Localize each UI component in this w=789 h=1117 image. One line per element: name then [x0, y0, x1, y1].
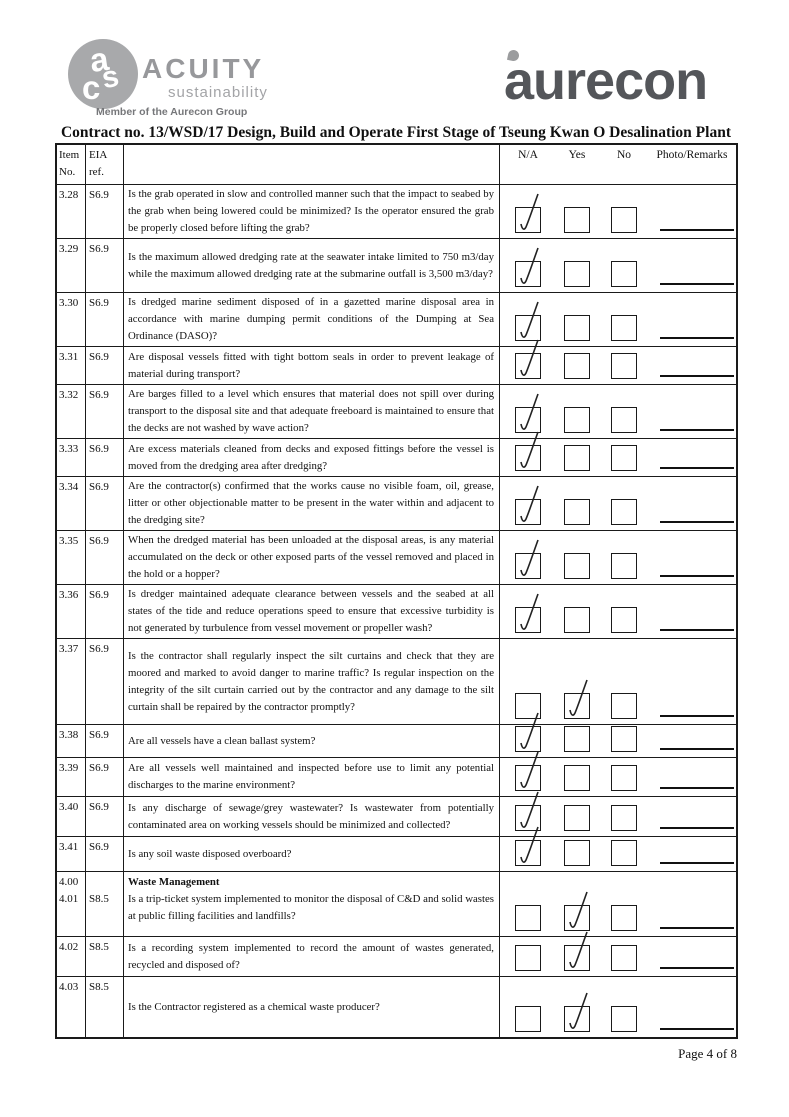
- row-item-no: [57, 293, 86, 346]
- section-title: Waste Management: [128, 876, 220, 888]
- checkbox-na[interactable]: [515, 726, 541, 752]
- table-row: [57, 872, 736, 937]
- item-no-line: 4.03: [59, 981, 79, 993]
- checkbox-no[interactable]: [611, 607, 637, 633]
- checkbox-na[interactable]: [515, 945, 541, 971]
- row-question-text: Is any discharge of sewage/grey wastewater? Is wastewater from potentially contaminated area on working vessels should be minimized and collected?: [128, 801, 494, 831]
- item-no-line: 3.29: [59, 243, 79, 255]
- checkbox-na[interactable]: [515, 765, 541, 791]
- row-eia-ref: [86, 477, 124, 530]
- row-eia-ref: [86, 837, 124, 871]
- eia-ref-line: S6.9: [89, 189, 109, 201]
- checkbox-no[interactable]: [611, 207, 637, 233]
- row-check-cell: [500, 239, 736, 292]
- acuity-monogram-icon: [68, 39, 138, 109]
- checkbox-yes[interactable]: [564, 765, 590, 791]
- monogram-letter-a: a: [87, 39, 111, 80]
- checkbox-na[interactable]: [515, 261, 541, 287]
- row-item-no: [57, 347, 86, 384]
- row-question-text: Is dredger maintained adequate clearance between vessels and the seabed at all states of the tide and reduce operations speed to ensure that excessive turbidity is not generated by turbulence from vessel movement or propeller wash?: [128, 588, 494, 634]
- table-row: [57, 797, 736, 837]
- checkbox-no[interactable]: [611, 1006, 637, 1032]
- item-no-line: 4.02: [59, 941, 79, 953]
- row-eia-ref: [86, 239, 124, 292]
- table-row: [57, 477, 736, 531]
- acuity-wordmark: ACUITY: [142, 53, 265, 84]
- row-question-cell: [124, 439, 500, 476]
- remarks-blank-line: [660, 748, 734, 750]
- checkbox-na[interactable]: [515, 499, 541, 525]
- row-question-text: Is a recording system implemented to record the amount of wastes generated, recycled and disposed of?: [128, 941, 494, 971]
- checkbox-yes[interactable]: [564, 499, 590, 525]
- table-header-row: [57, 145, 736, 185]
- remarks-blank-line: [660, 521, 734, 523]
- checkbox-no[interactable]: [611, 261, 637, 287]
- row-check-cell: [500, 585, 736, 638]
- row-check-cell: [500, 347, 736, 384]
- eia-ref-line: S6.9: [89, 729, 109, 741]
- row-eia-ref: [86, 872, 124, 936]
- aurecon-logo: [504, 42, 764, 112]
- header-eia-ref: EIA ref.: [86, 145, 124, 184]
- row-item-no: [57, 531, 86, 584]
- acuity-logo: [64, 36, 384, 128]
- eia-ref-line: S6.9: [89, 481, 109, 493]
- row-question-cell: [124, 725, 500, 757]
- row-question-cell: [124, 531, 500, 584]
- row-eia-ref: [86, 797, 124, 836]
- checkbox-no[interactable]: [611, 445, 637, 471]
- row-item-no: [57, 872, 86, 936]
- row-item-no: [57, 639, 86, 724]
- table-row: [57, 725, 736, 758]
- row-question-text: Is any soil waste disposed overboard?: [128, 847, 292, 860]
- remarks-blank-line: [660, 575, 734, 577]
- checklist-table: [55, 143, 738, 1039]
- row-question-text: Are excess materials cleaned from decks and exposed fittings before the vessel is moved from the dredging area after dredging?: [128, 442, 494, 472]
- row-eia-ref: [86, 758, 124, 796]
- item-no-line: 3.28: [59, 189, 79, 201]
- row-question-text: Are the contractor(s) confirmed that the works cause no visible foam, oil, grease, litter or other objectionable matter to be present in the water within and adjacent to the dredging site?: [128, 480, 494, 526]
- row-question-cell: [124, 937, 500, 976]
- row-item-no: [57, 977, 86, 1037]
- table-row: [57, 531, 736, 585]
- row-question-cell: [124, 837, 500, 871]
- row-question-cell: [124, 293, 500, 346]
- row-item-no: [57, 385, 86, 438]
- table-row: [57, 977, 736, 1037]
- check-mark-icon: [515, 300, 541, 342]
- checkbox-no[interactable]: [611, 726, 637, 752]
- row-question-cell: [124, 797, 500, 836]
- checkbox-yes[interactable]: [564, 553, 590, 579]
- check-mark-icon: [564, 991, 590, 1033]
- checkbox-no[interactable]: [611, 765, 637, 791]
- row-question-text: Are disposal vessels fitted with tight bottom seals in order to prevent leakage of material during transport?: [128, 350, 494, 380]
- eia-ref-line: S6.9: [89, 589, 109, 601]
- eia-ref-line: S6.9: [89, 351, 109, 363]
- checkbox-yes[interactable]: [564, 840, 590, 866]
- checkbox-na[interactable]: [515, 553, 541, 579]
- row-item-no: [57, 585, 86, 638]
- table-row: [57, 585, 736, 639]
- table-row: [57, 758, 736, 797]
- row-eia-ref: [86, 937, 124, 976]
- row-item-no: [57, 477, 86, 530]
- checkbox-yes[interactable]: [564, 805, 590, 831]
- eia-ref-line: S8.5: [89, 893, 109, 905]
- table-row: [57, 293, 736, 347]
- remarks-blank-line: [660, 787, 734, 789]
- row-question-cell: [124, 185, 500, 238]
- row-question-cell: [124, 872, 500, 936]
- checkbox-na[interactable]: [515, 207, 541, 233]
- check-mark-icon: [564, 890, 590, 932]
- item-no-line: 3.33: [59, 443, 79, 455]
- header-question-column: [124, 145, 500, 184]
- row-question-cell: [124, 977, 500, 1037]
- row-check-cell: [500, 872, 736, 936]
- row-question-cell: [124, 758, 500, 796]
- table-row: [57, 937, 736, 977]
- item-no-line: 3.31: [59, 351, 79, 363]
- item-no-line: 3.34: [59, 481, 79, 493]
- row-item-no: [57, 239, 86, 292]
- eia-ref-line: S6.9: [89, 762, 109, 774]
- row-question-text: Is the contractor shall regularly inspect the silt curtains and check that they are moored and marked to avoid danger to marine traffic? Is regular inspection on the integrity of the silt curtain carried out by the contractor and any damage to the silt curtain shall be repaired by the contractor promptly?: [128, 649, 494, 713]
- item-no-line: 3.41: [59, 841, 79, 853]
- monogram-letter-s: s: [99, 59, 122, 96]
- row-check-cell: [500, 837, 736, 871]
- row-eia-ref: [86, 439, 124, 476]
- checkbox-yes[interactable]: [564, 445, 590, 471]
- table-row: [57, 439, 736, 477]
- checkbox-na[interactable]: [515, 840, 541, 866]
- row-question-text: Is the grab operated in slow and controlled manner such that the impact to seabed by the grab when being lowered could be minimized? Is the operator ensured the grab be properly closed before lifting the grab?: [128, 188, 494, 234]
- row-question-text: Are all vessels well maintained and inspected before use to limit any potential discharges to the marine environment?: [128, 762, 494, 791]
- header-item-no: Item No.: [57, 145, 86, 184]
- table-row: [57, 185, 736, 239]
- row-eia-ref: [86, 977, 124, 1037]
- row-question-text: Are barges filled to a level which ensures that material does not spill over during transport to the disposal site and that adequate freeboard is maintained to ensure that the decks are not washed by wave action?: [128, 388, 494, 434]
- check-mark-icon: [515, 246, 541, 288]
- checkbox-no[interactable]: [611, 905, 637, 931]
- checkbox-na[interactable]: [515, 607, 541, 633]
- row-eia-ref: [86, 725, 124, 757]
- check-mark-icon: [515, 430, 541, 472]
- row-check-cell: [500, 185, 736, 238]
- checkbox-no[interactable]: [611, 805, 637, 831]
- table-row: [57, 347, 736, 385]
- remarks-blank-line: [660, 337, 734, 339]
- checkbox-no[interactable]: [611, 693, 637, 719]
- row-question-cell: [124, 477, 500, 530]
- remarks-blank-line: [660, 927, 734, 929]
- check-mark-icon: [564, 930, 590, 972]
- check-mark-icon: [515, 338, 541, 380]
- eia-ref-line: S6.9: [89, 841, 109, 853]
- remarks-blank-line: [660, 967, 734, 969]
- item-no-line: 3.37: [59, 643, 79, 655]
- row-eia-ref: [86, 385, 124, 438]
- table-row: [57, 639, 736, 725]
- remarks-blank-line: [660, 715, 734, 717]
- item-no-line: 3.35: [59, 535, 79, 547]
- row-question-text: Is dredged marine sediment disposed of in a gazetted marine disposal area in accordance with marine dumping permit conditions of the Dumping at Sea Ordinance (DASO)?: [128, 296, 494, 342]
- remarks-blank-line: [660, 827, 734, 829]
- check-mark-icon: [515, 825, 541, 867]
- checkbox-yes[interactable]: [564, 353, 590, 379]
- checkbox-na[interactable]: [515, 1006, 541, 1032]
- checkbox-no[interactable]: [611, 353, 637, 379]
- remarks-blank-line: [660, 375, 734, 377]
- header-na-label: N/A: [518, 149, 538, 161]
- row-check-cell: [500, 531, 736, 584]
- row-item-no: [57, 185, 86, 238]
- row-question-cell: [124, 347, 500, 384]
- checkbox-no[interactable]: [611, 407, 637, 433]
- eia-ref-line: S6.9: [89, 443, 109, 455]
- page-title: Contract no. 13/WSD/17 Design, Build and Operate First Stage of Tseung Kwan O Desalination Plant: [60, 124, 731, 141]
- eia-ref-line: S6.9: [89, 535, 109, 547]
- checkbox-yes[interactable]: [564, 726, 590, 752]
- header-no-label: No: [616, 149, 632, 161]
- acuity-tagline: Member of the Aurecon Group: [96, 106, 248, 118]
- checkbox-na[interactable]: [515, 353, 541, 379]
- row-eia-ref: [86, 293, 124, 346]
- checkbox-yes[interactable]: [564, 407, 590, 433]
- eia-ref-line: S6.9: [89, 389, 109, 401]
- remarks-blank-line: [660, 1028, 734, 1030]
- item-no-line: 3.40: [59, 801, 79, 813]
- checkbox-na[interactable]: [515, 445, 541, 471]
- remarks-blank-line: [660, 629, 734, 631]
- row-eia-ref: [86, 639, 124, 724]
- check-mark-icon: [515, 711, 541, 753]
- row-question-text: Is the maximum allowed dredging rate at the seawater intake limited to 750 m3/day while the maximum allowed dredging rate at the submarine outfall is 3,500 m3/day?: [128, 250, 494, 280]
- checkbox-na[interactable]: [515, 905, 541, 931]
- eia-ref-line: S6.9: [89, 801, 109, 813]
- row-question-text: Is the Contractor registered as a chemical waste producer?: [128, 1000, 380, 1013]
- row-item-no: [57, 837, 86, 871]
- row-item-no: [57, 937, 86, 976]
- eia-ref-line: S8.5: [89, 981, 109, 993]
- eia-ref-line: S8.5: [89, 941, 109, 953]
- item-no-line: 3.39: [59, 762, 79, 774]
- eia-ref-line: S6.9: [89, 243, 109, 255]
- check-mark-icon: [515, 192, 541, 234]
- row-item-no: [57, 797, 86, 836]
- page-number: Page 4 of 8: [678, 1046, 737, 1061]
- check-mark-icon: [515, 750, 541, 792]
- table-row: [57, 837, 736, 872]
- eia-ref-line: [89, 874, 122, 891]
- table-row: [57, 385, 736, 439]
- row-question-cell: [124, 639, 500, 724]
- checkbox-no[interactable]: [611, 945, 637, 971]
- row-eia-ref: [86, 585, 124, 638]
- item-no-line: 4.01: [59, 893, 79, 905]
- row-check-cell: [500, 977, 736, 1037]
- header-yes-label: Yes: [568, 149, 586, 161]
- row-question-cell: [124, 239, 500, 292]
- row-item-no: [57, 725, 86, 757]
- remarks-blank-line: [660, 467, 734, 469]
- monogram-letter-c: c: [82, 69, 101, 106]
- checkbox-yes[interactable]: [564, 207, 590, 233]
- row-eia-ref: [86, 185, 124, 238]
- check-mark-icon: [515, 592, 541, 634]
- check-mark-icon: [515, 538, 541, 580]
- remarks-blank-line: [660, 862, 734, 864]
- row-question-text: Are all vessels have a clean ballast system?: [128, 734, 316, 747]
- check-mark-icon: [515, 484, 541, 526]
- check-mark-icon: [564, 678, 590, 720]
- row-question-text: Is a trip-ticket system implemented to monitor the disposal of C&D and solid wastes at public filling facilities and landfills?: [128, 893, 494, 922]
- checkbox-yes[interactable]: [564, 607, 590, 633]
- row-question-cell: [124, 585, 500, 638]
- checkbox-no[interactable]: [611, 499, 637, 525]
- remarks-blank-line: [660, 229, 734, 231]
- checkbox-yes[interactable]: [564, 1006, 590, 1032]
- row-item-no: [57, 758, 86, 796]
- acuity-subtitle: sustainability: [168, 84, 268, 101]
- item-no-line: 3.30: [59, 297, 79, 309]
- checkbox-no[interactable]: [611, 315, 637, 341]
- header-check-columns: [500, 145, 736, 184]
- row-eia-ref: [86, 347, 124, 384]
- eia-ref-line: S6.9: [89, 297, 109, 309]
- checkbox-yes[interactable]: [564, 693, 590, 719]
- item-no-line: 3.38: [59, 729, 79, 741]
- checkbox-yes[interactable]: [564, 315, 590, 341]
- checkbox-yes[interactable]: [564, 905, 590, 931]
- aurecon-wordmark: aurecon: [504, 51, 708, 111]
- check-mark-icon: [515, 392, 541, 434]
- row-question-text: When the dredged material has been unloaded at the disposal areas, is any material accumulated on the deck or other exposed parts of the vessel removed and placed in the hold or a hopper?: [128, 534, 494, 580]
- remarks-blank-line: [660, 429, 734, 431]
- checkbox-no[interactable]: [611, 553, 637, 579]
- eia-ref-line: S6.9: [89, 643, 109, 655]
- row-item-no: [57, 439, 86, 476]
- checkbox-yes[interactable]: [564, 945, 590, 971]
- checkbox-yes[interactable]: [564, 261, 590, 287]
- item-no-line: 3.36: [59, 589, 79, 601]
- checkbox-no[interactable]: [611, 840, 637, 866]
- header-remarks-label: Photo/Remarks: [656, 149, 728, 161]
- row-check-cell: [500, 937, 736, 976]
- row-check-cell: [500, 477, 736, 530]
- remarks-blank-line: [660, 283, 734, 285]
- item-no-line: 3.32: [59, 389, 79, 401]
- row-question-cell: [124, 385, 500, 438]
- table-row: [57, 239, 736, 293]
- row-eia-ref: [86, 531, 124, 584]
- row-check-cell: [500, 439, 736, 476]
- item-no-line: 4.00: [59, 876, 79, 888]
